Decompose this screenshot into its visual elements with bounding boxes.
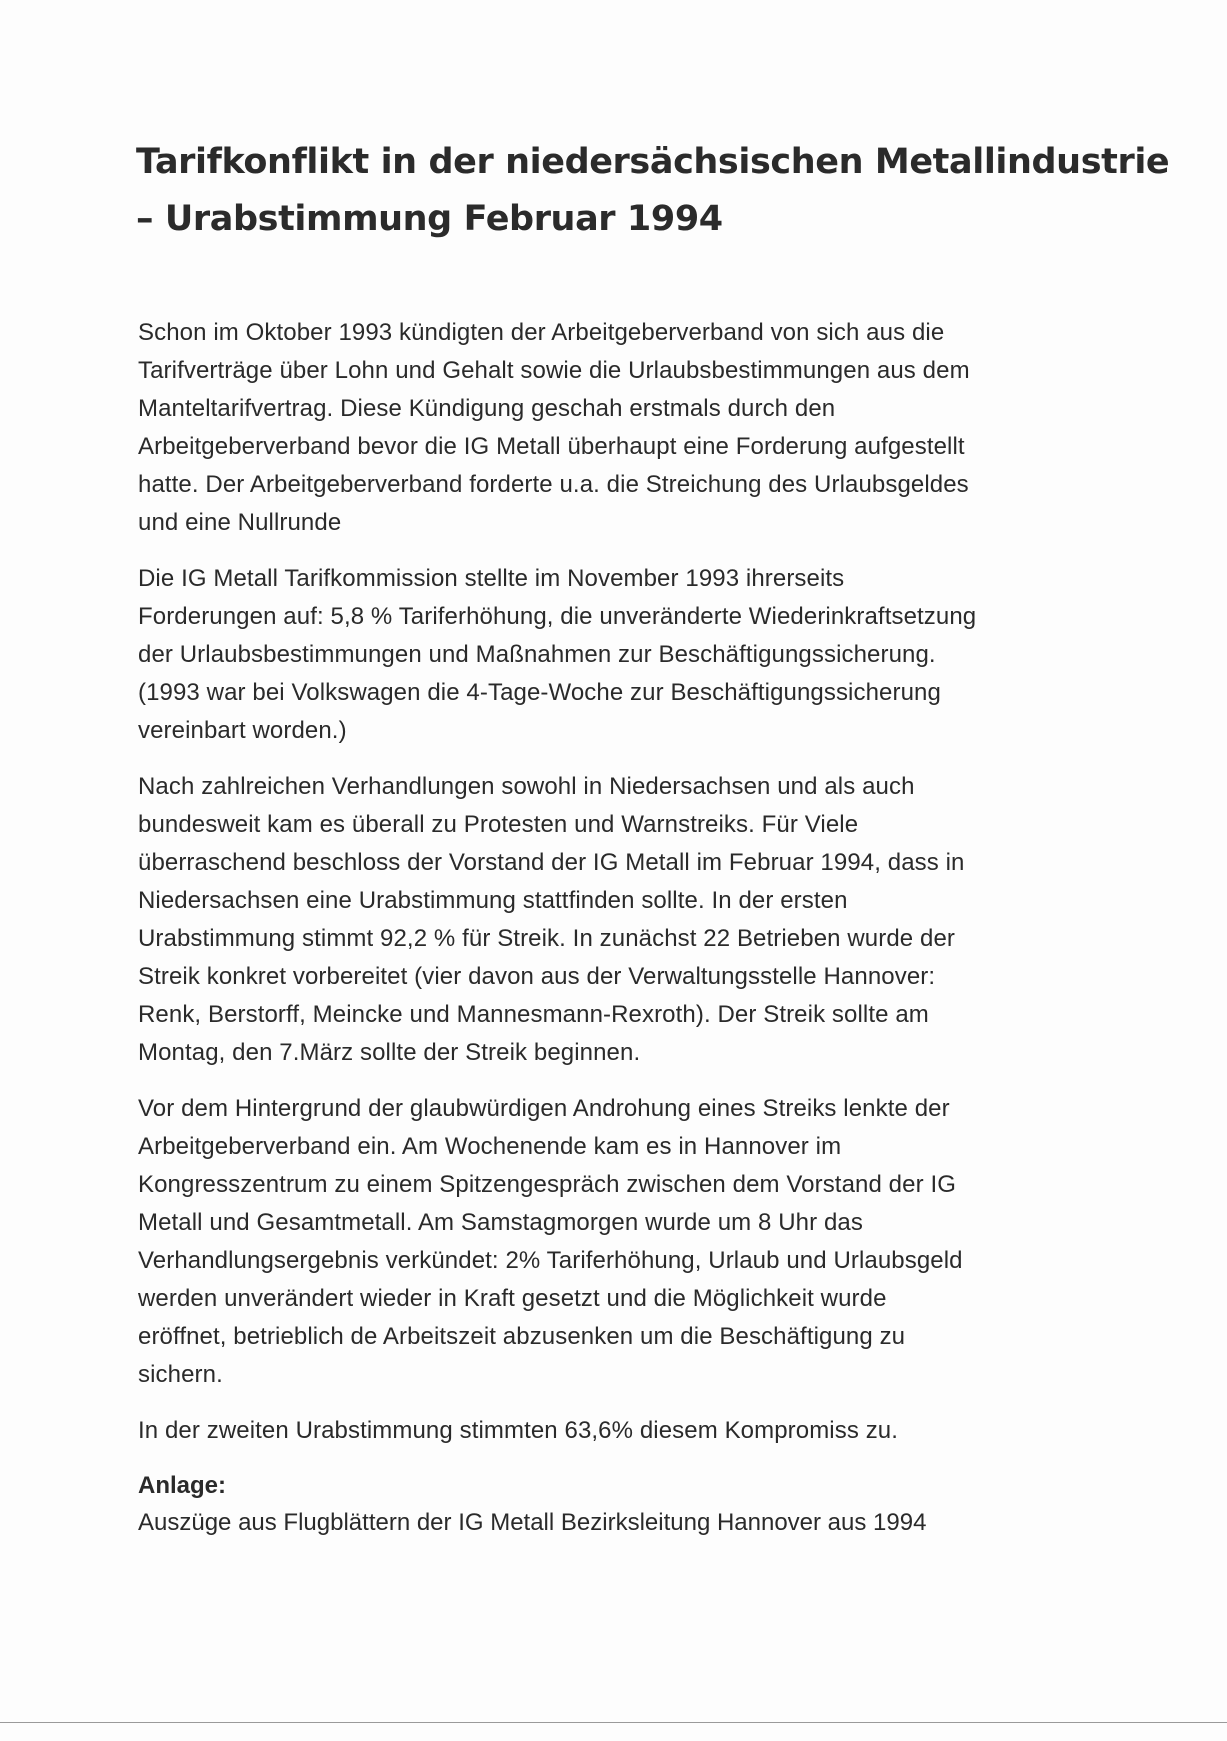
- text-line: Nach zahlreichen Verhandlungen sowohl in Niedersachsen und als auch: [138, 773, 915, 800]
- paragraph-urabstimmung: [138, 768, 1098, 1072]
- document-body: [138, 314, 1098, 1542]
- paragraph-zweite-urabstimmung: [138, 1412, 1098, 1450]
- text-line: In der zweiten Urabstimmung stimmten 63,6% diesem Kompromiss zu.: [138, 1417, 899, 1444]
- text-line: bundesweit kam es überall zu Protesten und Warnstreiks. Für Viele: [138, 811, 859, 838]
- text-line: Schon im Oktober 1993 kündigten der Arbeitgeberverband von sich aus die: [138, 319, 945, 346]
- text-line: Vor dem Hintergrund der glaubwürdigen Androhung eines Streiks lenkte der: [138, 1095, 950, 1122]
- text-line: Metall und Gesamtmetall. Am Samstagmorgen wurde um 8 Uhr das: [138, 1209, 863, 1236]
- title-line-1: Tarifkonflikt in der niedersächsischen Metallindustrie: [136, 142, 1170, 182]
- anlage-text: Auszüge aus Flugblättern der IG Metall Bezirksleitung Hannover aus 1994: [138, 1509, 927, 1536]
- text-line: sichern.: [138, 1361, 223, 1388]
- title-line-2: – Urabstimmung Februar 1994: [136, 199, 723, 239]
- text-line: Arbeitgeberverband ein. Am Wochenende kam es in Hannover im: [138, 1133, 842, 1160]
- paragraph-forderungen: [138, 560, 1098, 750]
- text-line: Montag, den 7.März sollte der Streik beginnen.: [138, 1039, 641, 1066]
- text-line: und eine Nullrunde: [138, 509, 342, 536]
- text-line: Tarifverträge über Lohn und Gehalt sowie die Urlaubsbestimmungen aus dem: [138, 357, 970, 384]
- anlage-heading: Anlage:: [138, 1472, 227, 1499]
- text-line: Forderungen auf: 5,8 % Tariferhöhung, die unveränderte Wiederinkraftsetzung: [138, 603, 977, 630]
- text-line: vereinbart worden.): [138, 717, 347, 744]
- text-line: Streik konkret vorbereitet (vier davon aus der Verwaltungsstelle Hannover:: [138, 963, 936, 990]
- text-line: (1993 war bei Volkswagen die 4-Tage-Woche zur Beschäftigungssicherung: [138, 679, 941, 706]
- text-line: überraschend beschloss der Vorstand der IG Metall im Februar 1994, dass in: [138, 849, 965, 876]
- text-line: Die IG Metall Tarifkommission stellte im November 1993 ihrerseits: [138, 565, 845, 592]
- text-line: hatte. Der Arbeitgeberverband forderte u.a. die Streichung des Urlaubsgeldes: [138, 471, 969, 498]
- paragraph-ergebnis: [138, 1090, 1098, 1394]
- paragraph-kuendigung: [138, 314, 1098, 542]
- text-line: der Urlaubsbestimmungen und Maßnahmen zur Beschäftigungssicherung.: [138, 641, 936, 668]
- document-title: [136, 134, 1170, 248]
- text-line: Arbeitgeberverband bevor die IG Metall überhaupt eine Forderung aufgestellt: [138, 433, 965, 460]
- text-line: Urabstimmung stimmt 92,2 % für Streik. In zunächst 22 Betrieben wurde der: [138, 925, 955, 952]
- text-line: Manteltarifvertrag. Diese Kündigung geschah erstmals durch den: [138, 395, 836, 422]
- text-line: eröffnet, betrieblich de Arbeitszeit abzusenken um die Beschäftigung zu: [138, 1323, 906, 1350]
- scan-edge-divider: [0, 1722, 1227, 1723]
- text-line: Renk, Berstorff, Meincke und Mannesmann-Rexroth). Der Streik sollte am: [138, 1001, 929, 1028]
- text-line: Kongresszentrum zu einem Spitzengespräch zwischen dem Vorstand der IG: [138, 1171, 956, 1198]
- text-line: werden unverändert wieder in Kraft gesetzt und die Möglichkeit wurde: [138, 1285, 887, 1312]
- text-line: Verhandlungsergebnis verkündet: 2% Tariferhöhung, Urlaub und Urlaubsgeld: [138, 1247, 963, 1274]
- text-line: Niedersachsen eine Urabstimmung stattfinden sollte. In der ersten: [138, 887, 848, 914]
